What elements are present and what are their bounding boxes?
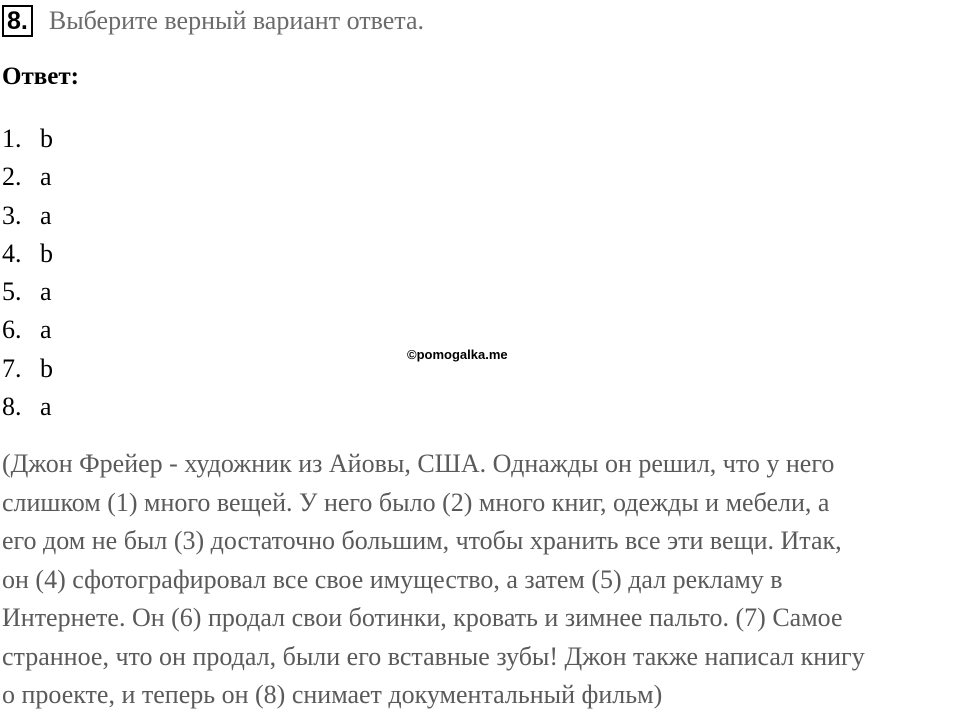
answer-number: 3. bbox=[2, 200, 22, 230]
task-instruction: Выберите верный вариант ответа. bbox=[48, 6, 424, 35]
answer-item bbox=[2, 120, 53, 158]
passage-line: слишком (1) много вещей. У него было (2) много книг, одежды и мебели, а bbox=[2, 487, 830, 517]
answer-number: 5. bbox=[2, 277, 22, 307]
answer-value: b bbox=[40, 353, 53, 383]
passage-text bbox=[2, 445, 958, 715]
passage-line: Интернете. Он (6) продал свои ботинки, кровать и зимнее пальто. (7) Самое bbox=[2, 603, 843, 632]
task-number: 8. bbox=[2, 5, 33, 37]
task-header bbox=[2, 4, 424, 38]
answer-item bbox=[2, 311, 53, 349]
answer-item bbox=[2, 158, 53, 196]
answer-item bbox=[2, 273, 53, 311]
answer-list bbox=[2, 120, 53, 426]
answer-item bbox=[2, 235, 53, 273]
answer-value: a bbox=[40, 392, 52, 422]
answer-item bbox=[2, 350, 53, 388]
answer-value: b bbox=[40, 238, 53, 268]
answer-number: 8. bbox=[2, 392, 22, 422]
answer-number: 1. bbox=[2, 124, 22, 153]
answer-number: 4. bbox=[2, 238, 22, 268]
answer-value: a bbox=[40, 200, 52, 230]
watermark: ©pomogalka.me bbox=[407, 347, 508, 362]
passage-line: он (4) сфотографировал все свое имущество, а затем (5) дал рекламу в bbox=[2, 564, 783, 594]
answer-value: a bbox=[40, 315, 52, 345]
answer-number: 2. bbox=[2, 162, 22, 192]
answer-item bbox=[2, 388, 53, 426]
passage-line: его дом не был (3) достаточно большим, чтобы хранить все эти вещи. Итак, bbox=[2, 526, 842, 555]
answer-item bbox=[2, 197, 53, 235]
answer-number: 7. bbox=[2, 353, 22, 383]
answer-heading: Ответ: bbox=[2, 63, 79, 90]
passage-line: странное, что он продал, были его вставные зубы! Джон также написал книгу bbox=[2, 641, 865, 671]
passage-line: о проекте, и теперь он (8) снимает документальный фильм) bbox=[2, 680, 663, 709]
passage-line: (Джон Фрейер - художник из Айовы, США. Однажды он решил, что у него bbox=[2, 449, 835, 478]
answer-value: a bbox=[40, 277, 52, 307]
answer-value: b bbox=[40, 124, 53, 153]
answer-number: 6. bbox=[2, 315, 22, 345]
answer-value: a bbox=[40, 162, 52, 192]
